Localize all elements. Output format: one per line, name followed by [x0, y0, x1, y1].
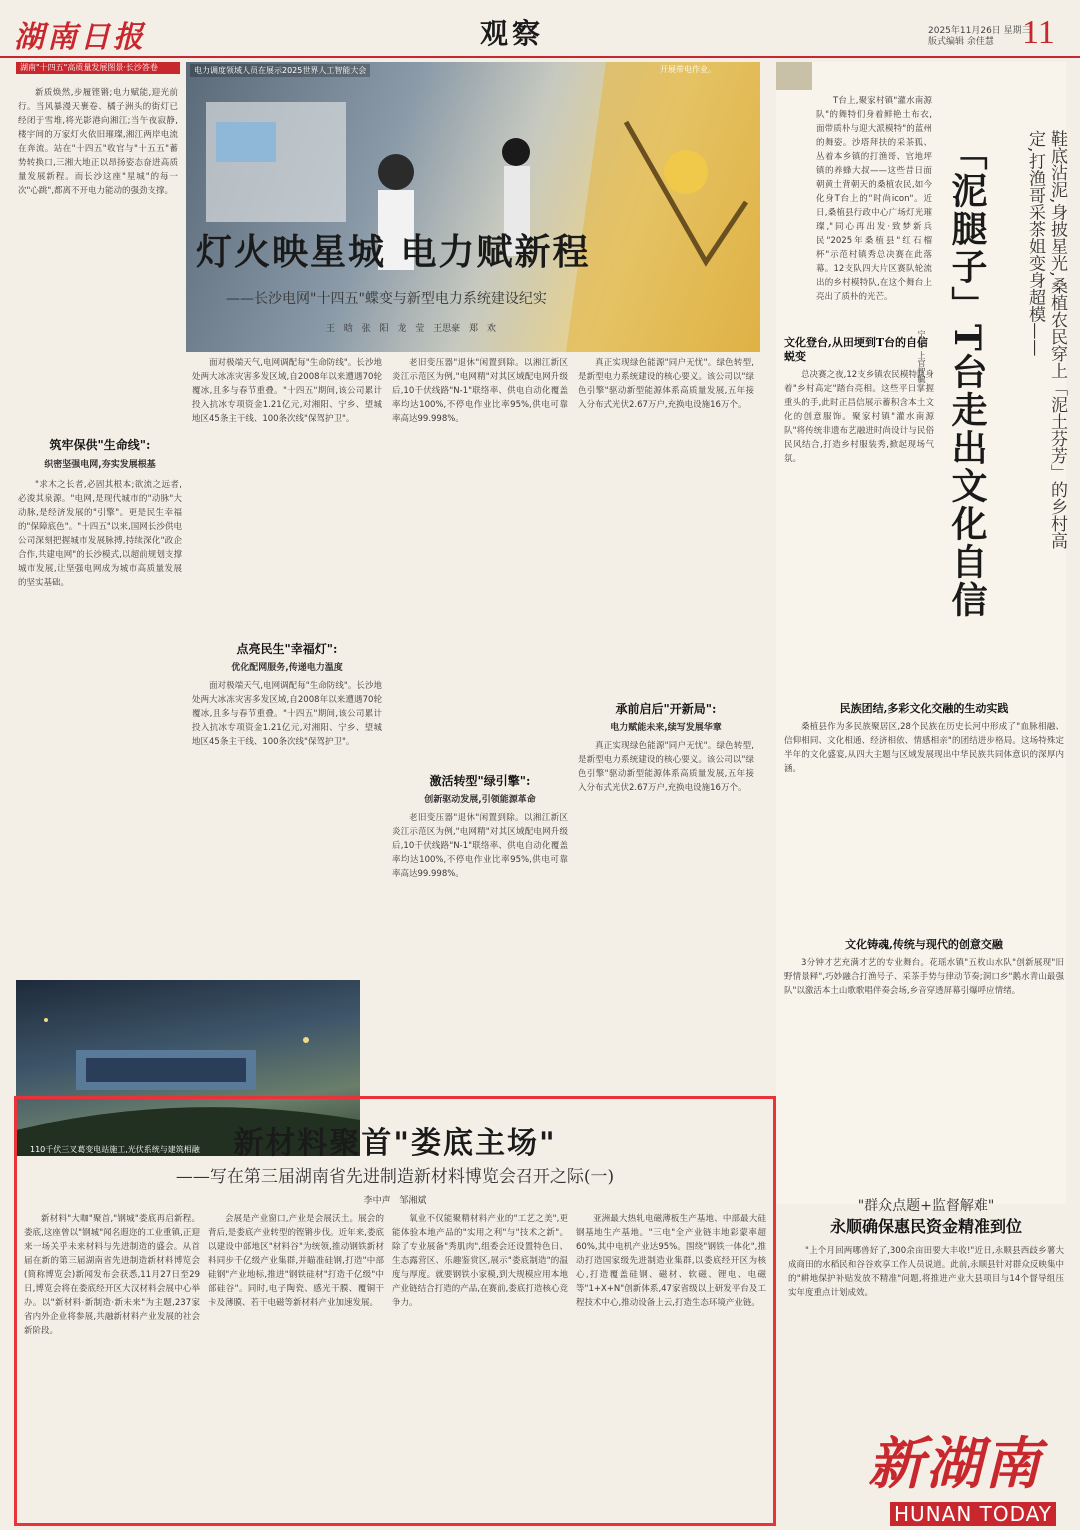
date-info — [928, 26, 1031, 48]
article-column-2: 会展是产业窗口,产业是会展沃土。展会的背后,是娄底产业转型的铿锵步伐。近年来,娄底以建设中部地区"材料谷"为统领,推动钢铁新材料同步千亿级产业集群,并瞄准硅钢,打造"中部硅钢"产业地标,推进"钢铁硅材"打造千亿级"中部硅谷"。同时,电子陶瓷、感光干膜、覆铜干卡及薄膜、若干电磁等新材料产业加速发展。 — [208, 1214, 384, 1308]
section-body: 老旧变压器"退休"闲置到除。以湘江新区炎江示范区为例,"电网精"对其区域配电网升级后,10千伏线路"N-1"联络率、供电自动化覆盖率均达100%,不停电作业比率95%,供电可靠率高达99.998%。 — [392, 358, 568, 424]
section-heading: 承前启后"开新局": — [615, 702, 717, 716]
section-body: 3分钟才艺充满才艺的专业舞台。花瑶水镇"五枚山水队"创新展现"旧野情景释",巧妙融合打渔号子、采茶手势与律动节奏;洞口乡"鹅水青山最强队"以激活本土山歌歌唱伴奏会场,乡音穿透屏幕引爆呼应情绪。 — [784, 958, 1064, 996]
section-livelihood — [192, 356, 382, 899]
article-title: 新材料聚首"娄底主场" — [233, 1126, 557, 1161]
article-byline: 李中声 邹湘斌 — [363, 1196, 427, 1206]
masthead — [0, 0, 1080, 58]
section-body: 面对极端天气,电网调配每"生命防线"。长沙地处两大冰冻灾害多发区域,自2008年以来遭遇70轮覆冰,且多与春节重叠。"十四五"期间,该公司累计投入抗冰专项资金1.21亿元,对湘阳、宁乡、望城地区45条主干线、100条次线"保驾护卫"。 — [192, 358, 382, 424]
section-body-2: 老旧变压器"退休"闲置到除。以湘江新区炎江示范区为例,"电网精"对其区域配电网升级后,10千伏线路"N-1"联络率、供电自动化覆盖率均达100%,不停电作业比率95%,供电可靠率高达99.998%。 — [392, 813, 568, 879]
feature-byline: 王 晗 张 阳 龙 莹 王思豪 郑 欢 — [326, 324, 496, 334]
article-column-1: 新材料"大咖"聚首,"钢城"娄底再启新程。娄底,这座曾以"钢城"闻名遐迩的工业重镇,正迎来一场关乎未来材料与先进制造的盛会。从首届在新的第三届湖南省先进制造新材料博览会(简称博览会)新闻发布会获悉,11月27日至29日,博览会将在娄底经开区大汉材料会展中心举办。以"新材料·新制造·新未来"为主题,237家省内外企业将参展,共融新材料产业发展的社会新阶段。 — [24, 1214, 200, 1336]
right-section-3 — [784, 936, 1064, 1156]
page-number: 11 — [1022, 14, 1055, 51]
right-section-1 — [784, 336, 934, 668]
feature-headline: 灯火映星城 电力赋新程 — [196, 231, 591, 273]
news-body: "上个月回两哪兽好了,300余亩田要大丰收!"近日,永顺县西歧乡薯大成商田的水稻民和谷谷欢享工作人员说道。此前,永顺县针对群众反映集中的"耕地保护补贴发放不精准"问题,将推进产业大县项目与14个督导组压实年度重点计划成效。 — [788, 1246, 1064, 1298]
section-body: 总决赛之夜,12支乡镇农民模特队身着"乡村高定"踏台亮相。这些平日掌握重头的手,此时正昌信展示蓄积含本土文化的创意服饰。聚家村镇"灌水南源队"将传统非遗布艺融进时尚设计与民俗民风结合,打造乡村服装秀,掀起现场气氛。 — [784, 370, 934, 464]
thumbnail-photo — [776, 62, 812, 90]
kicker-banner: 湖南"十四五"高质量发展图景·长沙答卷 — [16, 62, 180, 74]
feature-subheadline: ——长沙电网"十四五"蝶变与新型电力系统建设纪实 — [226, 291, 547, 307]
section-body-2: 面对极端天气,电网调配每"生命防线"。长沙地处两大冰冻灾害多发区域,自2008年以来遭遇70轮覆冰,且多与春节重叠。"十四五"期间,该公司累计投入抗冰专项资金1.21亿元,对湘阳、宁乡、望城地区45条主干线、100条次线"保驾护卫"。 — [192, 681, 382, 747]
section-heading: 筑牢保供"生命线": — [49, 438, 151, 452]
section-subheading: 织密坚强电网,夯实发展根基 — [44, 460, 156, 470]
newspaper-logo: 湖南日报 — [14, 20, 146, 55]
intro-column: 新质焕然,步履铿锵;电力赋能,迎光前行。当风暴漫天裹卷、橘子洲头的街灯已经闭于雪堆,将光影港向湘江;当午夜寂静,楼宇间的万家灯火依旧璀璨,湘江两岸电流在奔流。站在"十四五"收官与"十五五"蓄势转换口,三湘大地正以昂扬姿态奋进高质量发展新程。而长沙这座"星城"的每一次"心跳",都离不开电力能动的强劲支撑。 — [18, 88, 178, 196]
hero-caption-right: 开展带电作业。 — [660, 65, 716, 74]
section-heading: 文化登台,从田埂到T台的自信蜕变 — [784, 336, 929, 363]
section-body: 桑植县作为多民族聚居区,28个民族在历史长河中形成了"血脉相融、信仰相同、文化相通、经济相依、情感相亲"的团结进步格局。这场特殊定半年的文化盛宴,从四大主题与区域发展现出中华民族共同体意识的深厚内涵。 — [784, 722, 1064, 774]
section-title: 观察 — [480, 17, 545, 50]
article-column-3: 氧业不仅能聚精材料产业的"工艺之美",更能体验本地产品的"实用之利"与"技术之新"。除了专业展备"秀肌肉",组委会还设置特色日、生态露营区、乐趣鉴赏区,展示"娄底制造"的温度与厚度。就要钢铁小家模,到大规模应用本地产业链结合打造的产品,在赛前,娄底打造核心竞争力。 — [392, 1214, 568, 1308]
watermark-logo: 新湖南 — [868, 1431, 1042, 1497]
right-vertical-headline: 「泥腿子」T台走出文化自信 — [946, 134, 988, 619]
aerial-caption: 110千伏三叉葛变电站施工,光伏系统与建筑相融 — [30, 1145, 200, 1154]
article-column-4: 亚洲最大热轧电磁薄板生产基地、中部最大硅钢基地生产基地。"三电"全产业链丰地彩蒙率超60%,其中电机产业达95%。围绕"钢铁一体化",推动打造国家级先进制造业集群,以娄底经开区为核心,打造覆盖硅钢、磁材、软磁、锂电、电磁等"1+X+N"创新体系,47家省级以上研发平台及工程技术中心,推动设备上云,打造生态环境产业链。 — [576, 1214, 766, 1308]
section-heading: 激活转型"绿引擎": — [429, 774, 531, 788]
section-subheading: 创新驱动发展,引领能源革命 — [424, 795, 536, 805]
section-subheading: 电力赋能未来,续写发展华章 — [610, 723, 722, 733]
hero-photo — [186, 62, 760, 352]
hero-photo-illustration — [186, 62, 760, 352]
section-heading: 文化铸魂,传统与现代的创意交融 — [845, 938, 1003, 951]
right-byline: 宁 零 上官智毓 — [917, 330, 926, 384]
section-heading: 民族团结,多彩文化交融的生动实践 — [839, 702, 1009, 715]
news-kicker: "群众点题+监督解难" — [857, 1198, 995, 1214]
section-future — [578, 356, 754, 1099]
section-green — [392, 356, 568, 1075]
watermark-text: HUNAN TODAY — [890, 1502, 1056, 1526]
hero-caption: 电力调度领域人员在展示2025世界人工智能大会 — [190, 64, 370, 77]
news-headline: 永顺确保惠民资金精准到位 — [829, 1217, 1022, 1236]
editor-credit: 版式编辑 余佳慧 — [928, 37, 994, 47]
right-vertical-subheadline: 鞋底沾泥,身披星光,桑植农民穿上「泥土芬芳」的乡村高定,打渔哥采茶姐变身超模—— — [1025, 130, 1067, 549]
right-section-2 — [784, 700, 1064, 936]
section-body-2: 真正实现绿色能源"同户无忧"。绿色转型,是新型电力系统建设的核心要义。该公司以"绿色引擎"驱动新型能源体系高质量发展,五年接入分布式光伏2.67万户,充换电设施16万个。 — [578, 741, 754, 793]
article-subtitle: ——写在第三届湖南省先进制造新材料博览会召开之际(一) — [175, 1167, 615, 1187]
section-heading: 点亮民生"幸福灯": — [236, 642, 338, 656]
section-body: 真正实现绿色能源"同户无忧"。绿色转型,是新型电力系统建设的核心要义。该公司以"绿色引擎"驱动新型能源体系高质量发展,五年接入分布式光伏2.67万户,充换电设施16万个。 — [578, 358, 754, 410]
section-body: "求木之长者,必固其根本;欲流之远者,必浚其泉源。"电网,是现代城市的"动脉"大动脉,是经济发展的"引擎"。更是民生幸福的"保障底色"。"十四五"以来,国网长沙供电公司深刻把握城市发展脉搏,持续深化"政企合作,共建电网"的长沙模式,以超前规划支撑城市发展,让坚强电网成为城市高质量发展的坚实基础。 — [18, 480, 182, 588]
section-subheading: 优化配网服务,传递电力温度 — [231, 663, 343, 673]
right-intro-column: T台上,聚家村镇"灌水南源队"的舞特们身着鲜艳土布衣,面带质朴与迎大派模特"的蓝州的舞姿。沙塔拜扶的采茶狐、丛着本乡镇的打渔哥、官地坪镇的养蜂大叔——这些昔日面朝黄土背朝天的桑植农民,如今化身T台上的"时尚icon"。近日,桑植县行政中心广场灯光璀璨,"同心再出发·致梦新兵民"2025年桑植县"红石榴杯"示范村镇秀总决赛在此落幕。12支队四大片区赛队轮流出的乡村模特队,在这个舞台上亮出了质朴的光芒。 — [816, 96, 932, 302]
issue-date: 2025年11月26日 星期三 — [928, 26, 1031, 36]
section-supply — [18, 436, 182, 878]
